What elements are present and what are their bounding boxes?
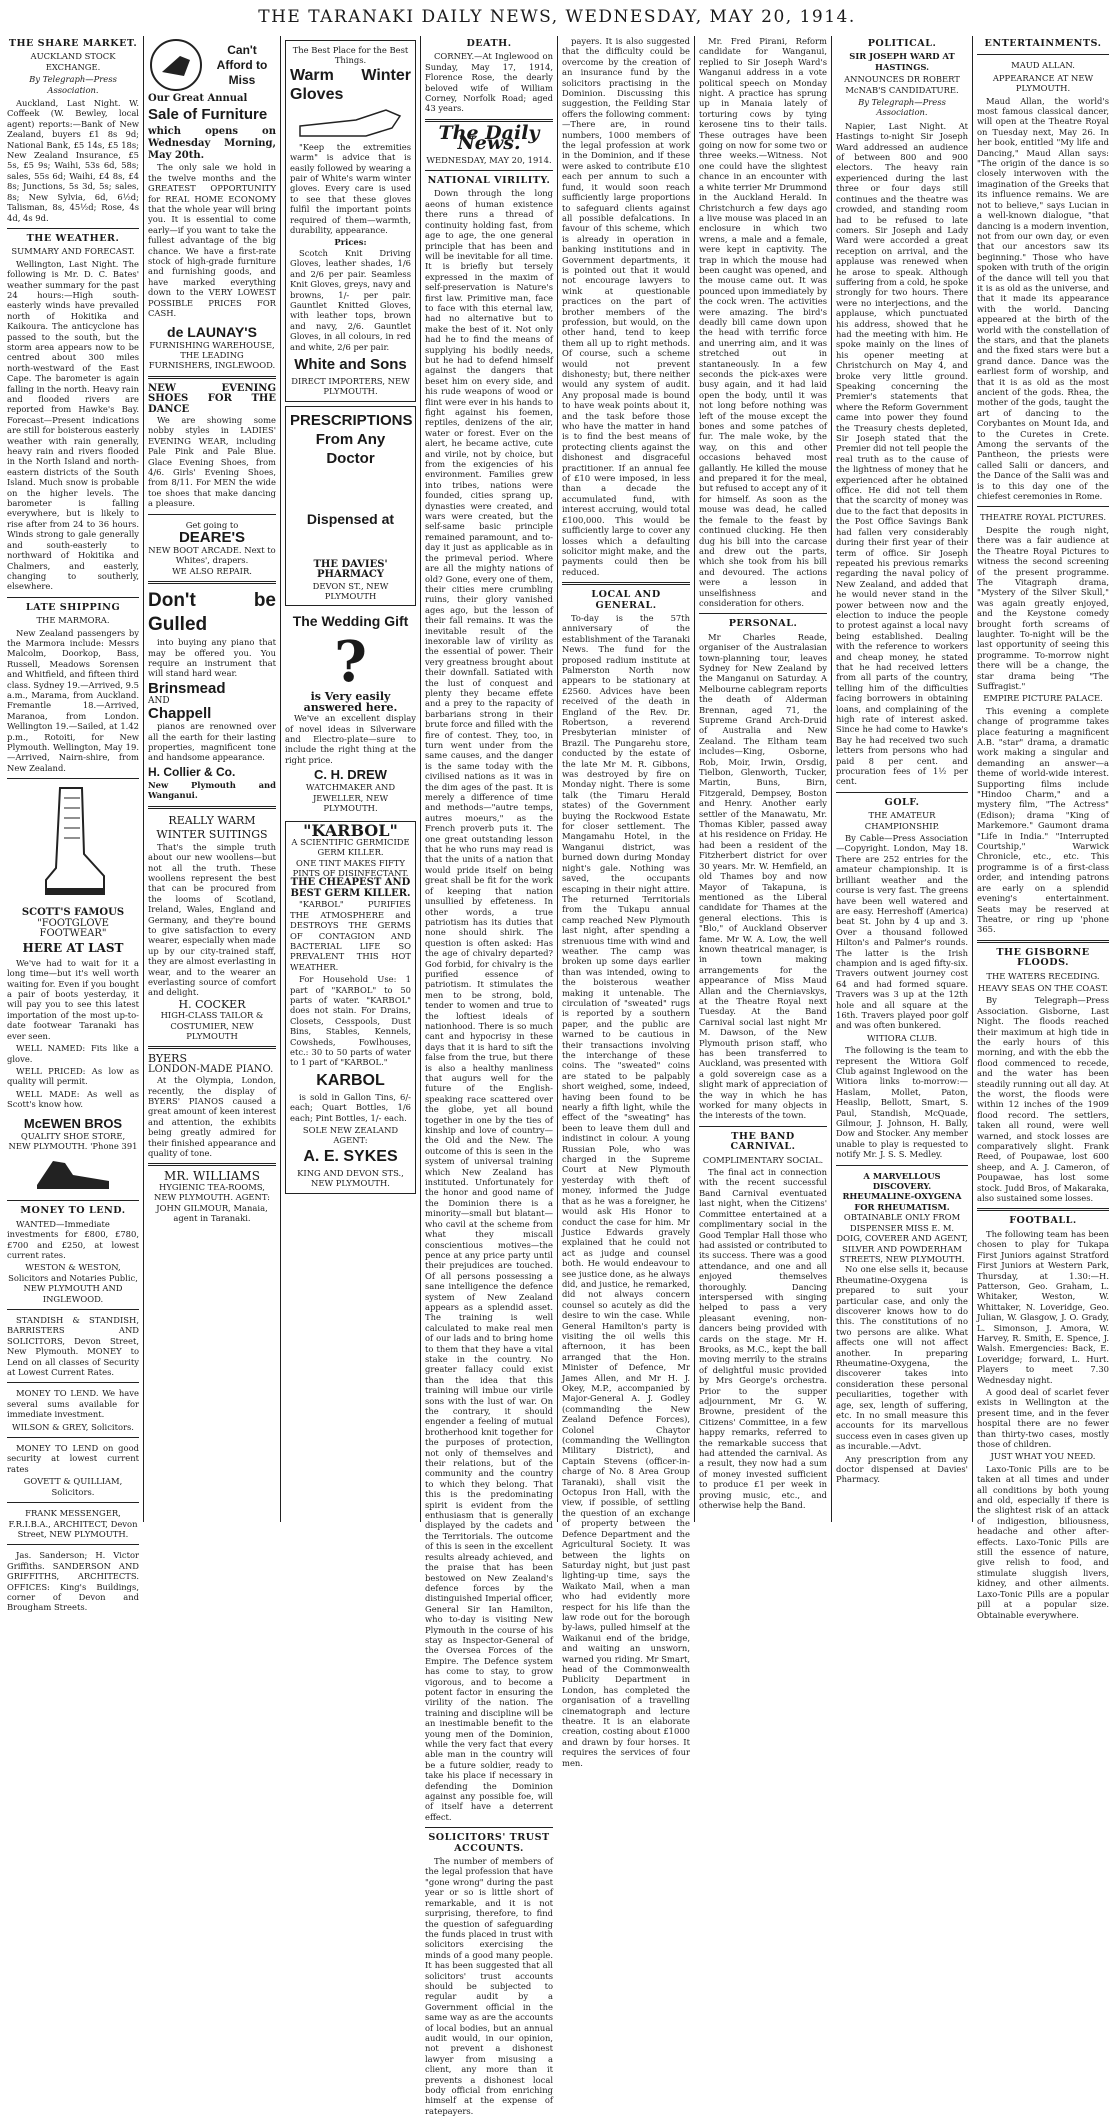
divider — [7, 228, 139, 229]
golf-text: By Cable—Press Association—Copyright. London, May 18. There are 252 entries for the amateur championship. It is brilliant weather and the course is very fast. The greens have been well watered and are easy. Herreshoff (America) beat St. John by 4 up and 3. Over a thousand followed Hilton's and Palmer's rounds. The latter is the Irish champion and is aged fifty-six. Travers outwent journey cost 64 and had formed square. Travers was 3 up at the 12th hole and all square at the 16th. Travers played poor golf and was often bunkered. — [836, 833, 968, 1031]
karbol-use: For Household Use: 1 part of "KARBOL" to 50 parts of water. "KARBOL" does not stain. For Drains, Closets, Cesspools, Dust Bins, Stables, Kennels, Cowsheds, Fowlhouses, etc.: 30 to 50 parts of water to 1 part of "KARBOL." — [290, 974, 411, 1068]
scarlet-fever-text: A good deal of scarlet fever exists in Wellington at the present time, and in the fever hospital there are no fewer than thirty-two cases, mostly those of children. — [977, 1386, 1109, 1449]
sale-opens: which opens on Wednesday Morning, May 20th. — [148, 126, 276, 162]
scott-well-named: WELL NAMED: Fits like a glove. — [7, 1043, 139, 1064]
divider — [7, 1382, 139, 1383]
dont-be-gulled: Don't be Gulled — [148, 590, 276, 636]
white-sons-sub: DIRECT IMPORTERS, NEW PLYMOUTH. — [291, 375, 410, 397]
really-warm: REALLY WARM WINTER SUITINGS — [156, 813, 268, 841]
column-7 — [833, 36, 971, 1524]
weather-report: Wellington, Last Night. The following is Mr. D. C. Bates' weather summary for the past 24 hours:—High south-easterly winds have prevailed north of Hokitika and Kaikoura. The anticyclone has passed to the south, but the storm area appears now to be centred about 300 miles north-westward of the East Cape. The barometer is again falling in the north. Heavy rain and flooded rivers are reported from Hawke's Bay. Forecast—Present indications are still for boisterous easterly weather with rain generally, heavy rain and rivers flooded in the North Island and north-eastern districts of the South Island. Much snow is probable on the higher levels. The barometer is falling everywhere, but is likely to rise after from 24 to 36 hours. Winds strong to gale generally and south-easterly to northward of Hokitika and Chalmers, and easterly, changing to southerly, elsewhere. — [7, 258, 139, 592]
masthead: THE TARANAKI DAILY NEWS, WEDNESDAY, MAY 20, 1914. — [258, 7, 856, 27]
heading-national-virility: NATIONAL VIRILITY. — [427, 175, 551, 187]
davies-note: Any prescription from any doctor dispensed at Davies' Pharmacy. — [836, 1453, 968, 1485]
warm-gloves: Warm Winter Gloves — [290, 66, 411, 103]
money-ad-3: MONEY TO LEND on good security at lowest current rates — [7, 1443, 139, 1474]
drew-sub: WATCHMAKER AND JEWELLER, NEW PLYMOUTH. — [305, 782, 396, 814]
sole-agent: SOLE NEW ZEALAND AGENT: — [302, 1125, 399, 1146]
byline: By Telegraph—Press Association. — [858, 97, 946, 118]
mcewen-sub: QUALITY SHOE STORE, — [20, 1130, 126, 1141]
heading-trust-accounts: SOLICITORS' TRUST ACCOUNTS. — [428, 1832, 550, 1854]
gloves-prices: Scotch Knit Driving Gloves, leather shades, 1/6 and 2/6 per pair. Seamless Knit Gloves, greys, navy and browns, 1/- per pair. Gauntlet Knitted Gloves, with leather tops, brown and navy, 2/6. Gauntlet Gloves, in all colours, in red and white, 2/6 per pair. — [290, 247, 412, 352]
heading-golf: GOLF. — [884, 796, 920, 808]
wedding-gift: The Wedding Gift — [292, 613, 409, 630]
money-heading: MONEY TO LEND. — [20, 1205, 126, 1217]
karbol-title: "KARBOL" — [303, 821, 398, 841]
piano-text: pianos are renowned over all the earth for their lasting properties, magnificent tone and handsome appearance. — [148, 721, 276, 763]
death-notice: CORNEY.—At Inglewood on Sunday, May 17, 1914, Florence Rose, the dearly beloved wife of William Corney, Norfolk Road; aged 43 years. — [425, 51, 553, 114]
prescriptions: PRESCRIPTIONS From Any Doctor — [290, 411, 413, 467]
sykes: A. E. SYKES — [303, 1147, 398, 1165]
trust-accounts-continued: payers. It is also suggested that the difficulty could be overcome by the creation of an insurance fund by the solicitors practising in the Dominion. Discussing this suggestion, the Feilding Star offers the following comment:—There are, in round numbers, 1000 members of the legal profession at work in the Dominion, and if these were asked to contribute £10 each per annum to such a fund, it would soon reach sufficiently large proportions to safeguard clients against all possible defalcations. In favour of this scheme, which is already in operation in banking institutions and in Government departments, it is pointed out that it would not encourage lawyers to wink at questionable practices on the part of brother members of the profession, but would, on the other hand, tend to keep them all up to right methods. Of course, such a scheme would not prevent dishonesty; but, there neither would any system of audit. Any proposal made is bound to have weak points about it, and the task before those who have the matter in hand is to find the best means of protecting clients against the dishonest and disgraceful practitioner. If an annual fee of £10 were imposed, in less than a decade the accumulated fund, with interest accruing, would total £100,000. This would be sufficiently large to cover any losses which a defaulting solicitor might make, and the payments could then be reduced. — [562, 36, 690, 577]
weston-ad: WESTON & WESTON, Solicitors and Notaries Public, NEW PLYMOUTH AND INGLEWOOD. — [8, 1262, 138, 1304]
divider — [7, 597, 139, 598]
scott-here: HERE AT LAST — [22, 941, 124, 956]
editorial-date: WEDNESDAY, MAY 20, 1914. — [426, 154, 552, 165]
white-and-sons: White and Sons — [294, 355, 407, 373]
laxo-tonic-text: Laxo-Tonic Pills are to be taken at all times and under all conditions by both young and old, especially if there is the slightest risk of an attack of indigestion, biliousness, headache and other after-effects. Laxo-Tonic Pills are still the essence of nature, give relish to food, and stimulate sluggish livers, kidney, and other ailments. Laxo-Tonic Pills are a popular pill at a popular size. Obtainable everywhere. — [977, 1463, 1109, 1620]
suit-text: That's the simple truth about our new woollens—but not all the truth. These woollens represent the best that can be procured from the looms of Scotland, Ireland, Wales, England and Germany, and they're bound to give satisfaction to every wearer, especially when made up by our city-trained staff, they are almost everlasting in wear, and to the wearer an everlasting source of comfort and delight. — [148, 841, 276, 998]
davies-sub: DEVON ST., NEW PLYMOUTH — [312, 580, 389, 601]
column-rule — [280, 36, 281, 1522]
london-piano: LONDON-MADE PIANO. — [148, 1063, 274, 1075]
column-2 — [145, 36, 279, 1524]
byers: BYERS — [148, 1052, 187, 1066]
karbol-sub: A SCIENTIFIC GERMICIDE GERM KILLER. — [291, 836, 410, 858]
football-text: The following team has been chosen to play for Tukapa First Juniors against Stratford First Juniors at Western Park, Thursday, at 1.30:—H. Patterson, Geo. Graham, L. Whitaker, Weston, W. Whittaker, N. Loveridge, Geo. Julian, W. Glasgow, J. O. Grady, L. Simonson, J. Amora, W. Harvey, R. Smith, E. Spence, J. Walsh. Emergencies: Back, E. Loveridge; forward, L. Hurt. Players to meet 7.30 Wednesday night. — [977, 1228, 1109, 1385]
wilson-ad: WILSON & GREY, Solicitors. — [12, 1421, 134, 1432]
heading-gisborne: THE GISBORNE FLOODS. — [996, 946, 1090, 969]
column-5 — [559, 36, 693, 1768]
heading-shipping: LATE SHIPPING — [25, 601, 121, 613]
gloves-intro: "Keep the extremities warm" is advice that is easily followed by wearing a pair of White's warm winter gloves. Every care is used to see that these gloves fulfil the important points required of them—warmth, durability, appearance. — [290, 141, 411, 236]
heading-personal: PERSONAL. — [728, 618, 798, 630]
scott-well-made: WELL MADE: As well as Scott's know how. — [7, 1088, 139, 1110]
money-text: WANTED—Immediate investments for £800, £780, £700 and £250, at lowest current rates. — [7, 1218, 139, 1260]
nameplate: The Daily News. — [438, 121, 540, 155]
column-4 — [422, 36, 556, 2116]
divider — [836, 792, 968, 793]
cocker-sub: HIGH-CLASS TAILOR & COSTUMIER, NEW PLYMOUTH — [160, 1010, 264, 1041]
gisborne-text: By Telegraph—Press Association. Gisborne, Last Night. The floods reached their maximum at high tide in the early hours of this morning, and with the ebb the flood commenced to recede, and the water has been steadily running out all day. At the worst, the floods were within 12 inches of the 1909 flood record. The settlers, taken all round, were well warned, and stock losses are comparatively slight. Frank Reed, of Poupawae, lost 600 sheep, and A. J. Cameron, of Poupawae, has lost some stock. Judd Bros, of Makaraka, also sustained some losses. — [977, 995, 1109, 1204]
column-rule — [420, 36, 421, 1522]
money-ad-2: MONEY TO LEND. We have several sums available for immediate investment. — [7, 1388, 139, 1420]
divider — [7, 1309, 139, 1310]
band-text: The final act in connection with the recent successful Band Carnival eventuated last night, when the Citizens' Committee entertained at a complimentary social in the Good Templar Hall those who had assisted or contributed to its success. There was a good attendance, and one and all enjoyed themselves thoroughly. Dancing interspersed with singing helped to pass a very pleasant evening, non-dancers being provided with cards on the stage. Mr H. Brooks, as M.C., kept the ball moving merrily to the strains of delightful music provided by Mrs George's orchestra. Prior to the supper adjournment, Mr G. W. Browne, president of the Citizens' Committee, in a few happy remarks, referred to the remarkable success that had attended the carnival. As a result, they now had a sum of money invested sufficient to produce £1 per week in proving music, etc., and otherwise help the Band. — [699, 1167, 827, 1511]
williams: MR. WILLIAMS — [164, 1169, 260, 1184]
marvel-heading: A MARVELLOUS DISCOVERY. RHEUMALINE-OXYGENA FOR RHEUMATISM. — [842, 1170, 962, 1212]
local-general-continued: Mr. Fred Pirani, Reform candidate for Wanganui, replied to Sir Joseph Ward's Wanganui address in a vote political speech on Monday night. A practice has sprung up in Manaia lately of torturing cows by tying kerosene tins to their tails. These outrages have been going on now for some two or three weeks.—Witness. Not one could have the slightest chance in an encounter with a white terrier Mr Drummond in the Auckland Herald. In Christchurch a few days ago a live mouse was placed in an enclosure in which two wrens, a male and a female, were kept in captivity. The trap in which the mouse had been caught was opened, and the mouse came out. It was pounced upon immediately by the cock wren. The activities were amazing. The bird's deadly bill came down upon the head with terrific force and unerring aim, and it was stretched out in stantaneously. In a few seconds the pick-axes were busy again, and it had laid open the body, until it was not long before nothing was left of the mouse except the bones and some patches of fur. The male woke, by the way, on this and other occasions behaved most gallantly. He killed the mouse and prepared it for the meal, but refused to accept any of it for himself. As soon as the mouse was dead, he called the female to the feast by continued clucking. He then dug his bill into the carcase and drew out the parts, which she took from his bill and devoured. The actions were a lesson in unselfishness and consideration for others. — [699, 36, 827, 608]
death-heading: DEATH. — [466, 38, 512, 49]
govett-ad: GOVETT & QUILLIAM, Solicitors. — [23, 1476, 123, 1497]
question-mark: ? — [334, 629, 367, 696]
byline: By Telegraph—Press Association. — [29, 74, 117, 95]
messenger-ad: FRANK MESSENGER, F.R.I.B.A., ARCHITECT, Devon Street, NEW PLYMOUTH. — [8, 1508, 138, 1539]
divider — [148, 1163, 276, 1166]
subheading-maud: APPEARANCE AT NEW PLYMOUTH. — [992, 72, 1094, 94]
divider — [7, 1544, 139, 1545]
shipping-report: New Zealand passengers by the Marmora include: Messrs Malcolm, Doorkop, Bass, Russell, Meadows Sorensen and Whitfield, and fifteen third class. Sydney 19.—Arrived, 9.5 a.m., Marama, from Auckland. Fremantle 18.—Arrived, Maranoa, from London. Wellington 19.—Sailed, at 1.42 p.m., Rotoiti, for New Plymouth. Wellington, May 19.—Arrived, Nairn-shire, from New Zealand. — [7, 627, 139, 773]
mcewen-address: NEW PLYMOUTH. 'Phone 391 — [8, 1140, 138, 1151]
dispensed-at: Dispensed at — [306, 510, 395, 527]
williams-sub: HYGIENIC TEA-ROOMS, NEW PLYMOUTH. AGENT: JOHN GILMOUR, Manaia, agent in Taranaki. — [154, 1181, 270, 1224]
heading-witiora: WITIORA CLUB. — [866, 1032, 938, 1043]
gulled-text: into buying any piano that may be offered you. You require an instrument that will stand hard wear. — [148, 637, 276, 679]
column-rule — [143, 36, 144, 1522]
easily-answered: is Very easily answered here. — [303, 690, 398, 714]
heading-entertainments: ENTERTAINMENTS. — [984, 38, 1102, 49]
scott-well-priced: WELL PRICED: As low as quality will permit. — [7, 1065, 139, 1087]
drew: C. H. DREW — [314, 767, 387, 783]
maud-text: Maud Allan, the world's most famous classical dancer, will open at the Theatre Royal on Tuesday next, May 26. In her book, entitled "My life and Dancing," Maud Allan says: "The origin of the dance is so closely interwoven with the imagination of the Greeks that its influence remains. We are not to believe," says Lucian in a well-known dialogue, "that dancing is a modern invention, not from our own day, or even that our ancestors saw its beginning." Those who have spoken with truth of the origin of the dance will tell you that it is as old as the universe, and that it made its appearance with the world. Dancing appeared at the birth of the world with the constellation of the stars, and that the planets and the fixed stars were but a grand dance. Dance was the earliest form of worship, and that it is as old as the most ancient of the gods. Rhea, the mother of the gods, taught the art of dancing to the Corybantes on Mount Ida, and to the Curetes in Crete. Among the servants of the Pantheon, the priests were called Salii or dancers, and the Dance of the Salii was and is to this day one of the chiefest ceremonies in Rome. — [977, 95, 1109, 502]
column-1 — [4, 36, 142, 1613]
evening-shoes: NEW EVENING SHOES FOR THE DANCE — [148, 382, 276, 415]
column-rule — [831, 36, 832, 1522]
deare-repair: WE ALSO REPAIR. — [172, 565, 252, 576]
heading-theatre-royal: THEATRE ROYAL PICTURES. — [979, 512, 1107, 523]
subheading-seas: HEAVY SEAS ON THE COAST. — [977, 982, 1109, 993]
heading-local-general: LOCAL AND GENERAL. — [591, 589, 661, 611]
marvel-sub: OBTAINABLE ONLY FROM DISPENSER MISS E. M. DOIG, COVERER AND AGENT, SILVER AND POWDERHAM STREETS, NEW PLYMOUTH. — [836, 1212, 968, 1264]
divider — [7, 1437, 139, 1438]
subheading-forecast: SUMMARY AND FORECAST. — [11, 246, 135, 257]
divider — [7, 1502, 139, 1503]
evening-text: We are showing some nobby styles in LADIES' EVENING WEAR, including Pale Pink and Pale Blue. Glace Evening Shoes, from 4/6. Girls' Evening Shoes, from 8/11. For MEN the wide toe shoes that make dancing a pleasure. — [148, 414, 276, 509]
delaunay: de LAUNAY'S — [167, 323, 257, 340]
column-rule — [972, 36, 973, 1522]
davies-pharmacy: THE DAVIES' PHARMACY — [313, 558, 388, 581]
subheading-waters: THE WATERS RECEDING. — [986, 970, 1100, 981]
divider — [836, 1165, 968, 1166]
divider — [148, 514, 276, 515]
karbol-sold: is sold in Gallon Tins, 6/- each; Quart Bottles, 1/6 each; Pint Bottles, 1/- each. — [290, 1091, 411, 1123]
get-going: Get going to — [185, 519, 239, 530]
share-report: Auckland, Last Night. W. Coffeek (W. Bewley, local agent) reports:—Bank of New Zealand, buyers £1 8s 9d; National Bank, £5 14s, £5 18s; New Zealand Insurance, £5 5s, £5 9s; Waihi, 53s 6d, 58s; sales, 55s 6d; Waihi, £4 8s, £4 8s; Junctions, 5s 3d, 5s; sales, 8s; New Sylvia, 6d, 6½d; Talisman, 8s, 45½d; Rose, 4s 4d, 4s 9d. — [7, 98, 139, 223]
column-6 — [696, 36, 830, 1524]
divider — [148, 1046, 276, 1049]
divider — [699, 1126, 827, 1127]
collier-sub: New Plymouth and Wanganui. — [148, 779, 276, 801]
delaunay-sub: FURNISHING WAREHOUSE, THE LEADING FURNISHERS, INGLEWOOD. — [148, 339, 276, 371]
subheading-ward: SIR JOSEPH WARD AT HASTINGS. — [849, 51, 955, 72]
subheading-band-social: COMPLIMENTARY SOCIAL. — [702, 1154, 824, 1165]
divider — [977, 940, 1109, 943]
local-general-text: To-day is the 57th anniversary of the establishment of the Taranaki News. The fund for the proposed radium institute at Palmerston North now appears to be stationary at £2560. Advices have been received of the death in England of the Rev. Dr. Robertson, a reverend Presbyterian minister of Brazil. The Pungarehu store, conducted by the estate of the late Mr M. R. Gibbons, was destroyed by fire on Monday night. There is some talk (the Timaru Herald states) of the Government buying the Rockwood Estate for closer settlement. The Mangamahu Hotel, in the Wanganui district, was burned down during Monday night's gale. Nothing was saved, the occupants escaping in their night attire. The returned Territorials from the Tukapu annual camp reached New Plymouth last night, after spending a strenuous time with wind and weather. The camp was broken up some days earlier than was intended, owing to the boisterous weather making it untenable. The circulation of "sweated" rugs is reported by a southern paper, and the public are warned to be cautious in their transactions involving the interchange of these coins. The "sweated" coins are stated to be palpably short weighed, some, indeed, having been found to be nearly a fifth light, while the effect of the "sweating" has been to leave them dull and indistinct in colour. A young Russian Pole, who was charged in the Supreme Court at New Plymouth yesterday with theft of money, informed the Judge that as he was a foreigner, he would ask His Honor to conduct the case for him. Mr Justice Edwards gravely explained that he could not act as judge and counsel both. He would endeavour to see justice done, as he always did, and justice, he remarked, did not always concern counsel so acutely as did the desire to win the case. While General Hamilton's party is visiting the oil wells this afternoon, it has been arranged that the Hon. Minister of Defence, Mr James Allen, and Mr H. J. Okey, M.P., accompanied by Major-General A. J. Godley (commanding the New Zealand Defence Forces), Colonel Chaytor (commanding the Wellington Military District), and Captain Stevens (officer-in-charge of No. 8 Area Group Taranaki), shall visit the Octopus Iron Hall, with the view, if possible, of settling the question of an exchange of property between the Defence Department and the Agricultural Society. It was between the lights on Saturday night, but just past lighting-up time, says the Waikato Mail, when a man who had evidently more respect for his life than the law rode out for the borough by-laws, pulled himself at the Waikanui end of the bridge, and waiting an unsworn, warned you riding. Mr Smart, head of the Commonwealth Publicity Department in London, has completed the organisation of a travelling cinematograph and lecture theatre. It is an elaborate creation, costing about £1000 and drawn by four horses. It requires the services of four men. — [562, 612, 690, 1768]
divider — [148, 581, 276, 584]
editorial-trust-accounts: The number of members of the legal profession that have "gone wrong" during the past year or so is little short of remarkable, and it is not surprising, therefore, to find the question of safeguarding the funds placed in trust with solicitors exercising the minds of a good many people. It has been suggested that all solicitors' trust accounts should be subjected to regular audit by a Government official in the same way as are the accounts of local bodies, but an annual audit would, in our opinion, not prevent a dishonest lawyer from misusing a client, any more than it prevents a dishonest local body official from enriching himself at the expense of ratepayers. — [425, 1856, 553, 2116]
byers-text: At the Olympia, London, recently, the display of BYERS' PIANOS caused a great amount of keen interest and attention, the exhibits being greatly admired for their finished appearance and quality of tone. — [148, 1075, 276, 1159]
collier: H. Collier & Co. — [148, 764, 236, 779]
spacer — [290, 468, 411, 508]
personal-text: Mr Charles Reade, organiser of the Australasian town-planning tour, leaves Sydney for New Zealand by the Manganui on Saturday. A Melbourne cablegram reports the death of Alderman Brennan, aged 71, the Supreme Grand Arch-Druid of Australia and New Zealand. The Eltham team includes—King, Osborne, Rob, Moir, Irwin, Orsdig, Tielbon, Glenworth, Tucker, Martin, Buns, Birn, Fitzgerald, Dempsey, Boston and Henry. Another early settler of the Manawatu, Mr. Thomas Kibler, passed away at his residence on Friday. He had been a resident of the Fitzherbert district for over 30 years. Mr. W. Hemfield, an old Thames boy and now Mayor of Takapuna, is mentioned as the Liberal candidate for Thames at the general elections. This is "Blo," of Auckland Observer fame. Mr W. A. Low, the well known theatrical manager, is in town making arrangements for the appearance of Miss Maud Allan and the Cherniavskys, at the Theatre Royal next Tuesday. At the Band Carnival social last night Mr M. Dawson, of the New Plymouth prison staff, who has been transferred to Auckland, was presented with a gold sovereign case as a slight mark of appreciation of the way in which he has worked for many objects in the interests of the town. — [699, 631, 828, 1121]
mcewen-title: McEWEN BROS — [23, 1115, 123, 1131]
column-3 — [282, 36, 419, 1524]
standish-ad: STANDISH & STANDISH, BARRISTERS AND SOLICITORS, Devon Street, New Plymouth. MONEY to Lend on all classes of Security at Lowest Current Rates. — [7, 1315, 139, 1378]
and-text: AND — [148, 695, 170, 706]
boot-illustration — [38, 784, 108, 904]
scott-text: We've had to wait for it a long time—but it's well worth waiting for. Even if you bought a pair of boots yesterday, it will pay you to see this latest importation of the most up-to-date footwear Taranaki has ever seen. — [7, 957, 139, 1041]
column-8 — [974, 36, 1112, 1620]
scott-subtitle: "FOOTGLOVE FOOTWEAR" — [37, 917, 109, 940]
subheading-amateur: THE AMATEUR CHAMPIONSHIP. — [864, 810, 940, 831]
heading-just-what: JUST WHAT YOU NEED. — [990, 1451, 1096, 1462]
divider — [148, 376, 276, 379]
cocker: H. COCKER — [178, 997, 246, 1011]
pointing-hand-icon — [148, 36, 204, 94]
heading-maud-allan: MAUD ALLAN. — [1011, 60, 1075, 71]
karbol-text-2: "KARBOL" PURIFIES THE ATMOSPHERE and DESTROYS THE GERMS OF CONTAGION AND BACTERIAL LIFE SO PREVALENT THIS HOT WEATHER. — [290, 899, 411, 972]
marvel-text: No one else sells it, because Rheumatine-Oxygena is prepared to suit your particular case, and only the discoverer knows how to do this. The constitutions of no two persons are alike. What affects one will not affect another. In preparing Rheumatine-Oxygena, the discoverer takes into consideration these personal peculiarities, together with age, sex, length of suffering, etc. In no small measure this accounts for its marvellous success even in cases given up as incurable.—Advt. — [836, 1264, 968, 1452]
glove-illustration — [296, 106, 406, 140]
sanderson-ad: Jas. Sanderson; H. Victor Griffiths. SANDERSON AND GRIFFITHS, ARCHITECTS. OFFICES: King's Buildings, corner of Devon and Brougham Streets. — [7, 1550, 139, 1613]
karbol-2: KARBOL — [316, 1071, 385, 1089]
spacer — [290, 530, 411, 560]
heading-political: POLITICAL. — [867, 38, 937, 49]
subheading-stock-exchange: AUCKLAND STOCK EXCHANGE. — [30, 51, 116, 72]
prices-label: Prices: — [334, 237, 367, 248]
editorial-virility: Down through the long aeons of human existence there runs a thread of continuity holding fast, from age to age, the one general principle that has been and will be inevitable for all time. It is briefly but tersely expressed in the maxim of self-preservation is Nature's first law. Primitive man, face to face with this eternal law, had no alternative but to make the best of it. Not only had he to find the means of supplying his bodily needs, but he had to defend himself against the dangers that beset him on every side, and his rude weapons of wood or flint were ever in his hands to fight against his foemen, reptiles, denizens of the air, water or forest. Ever on the alert, he became active, cute and virile, not by choice, but from the exigencies of his environment. Families grew into tribes, nations were founded, cities sprang up, dynasties were created, and wars were created, but the self-same basic principle remained paramount, and to-day it just as applicable as in the primeval period. Where are all the mighty nations of old? Gone, every one of them, their cities mere crumbling ruins, their glory vanished ages ago, but the lesson of their fall remains. It was the inevitable result of the inexorable law of virility as the essential of power. Their very greatness brought about their downfall. Satiated with the lust of conquest and plenty they became effete and a prey to the rapacity of barbarians strong in their brute force and filled with the fire of contest. They, too, in turn went under from the same causes, and the danger is the same today with the civilised nations as it was in the dim ages of the past. It is merely a difference of time and methods—"autre temps, autres moeurs," as the French proverb puts it. The one great outstanding lesson that he who runs may read is that the units of a nation that would pride itself on being great shall be fit for the work of keeping that nation unsullied by effeteness. In other words, a true patriotism has its duties that none should shirk. The question is often asked: Has the age of chivalry departed? God forbid, for chivalry is the purified essence of patriotism. It stimulates the men to be strong, bold, tender to women and true to the loftiest ideals of nationhood. There is so much cant and hypocrisy in these days that it is hard to sift the false from the true, but there is also a healthy manliness that augurs well for the future of the English-speaking race scattered over the globe, yet all bound together in one by the ties of kinship and love of country—the Old and the New. The outcome of this is seen in the system of universal training which New Zealand has instituted. Unfortunately for the honor and good name of the Dominion there is a minority—small but blatant—who cavil at the scheme from what they miscall conscientious motives—the pence at any price party until their prejudices are touched. Of all persons possessing a sane intelligence the defence system of New Zealand appears as a splendid asset. The training is well calculated to make real men of our lads and to bring home to them that they have a vital stake in the country. No greater fallacy could exist than the idea that this training will imbue our virile sons with the lust of war. On the contrary, it should engender a feeling of mutual brotherhood knit together for the purposes of protection, not only of themselves and their relations, but of the community and the country to which they belong. That this is the predominating spirit is evident from the enthusiasm that is generally displayed by the cadets and the Territorials. The outcome of this is seen in the excellent results already achieved, and the praise that has been bestowed on New Zealand's defence forces by the distinguished Imperial officer, General Sir Ian Hamilton, who to-day is visiting New Plymouth in the course of his stay as Inspector-General of the Oversea Forces of the Empire. The Defence system has come to stay, to grow vigorous, and to become a potent factor in ensuring the virility of the nation. The training and discipline will be an inestimable benefit to the young men of the Dominion, while the very fact that every able man in the country will be a future soldier, ready to take his place if necessary in defending the Dominion against any possible foe, will of itself have a deterrent effect. — [425, 188, 553, 1822]
column-rule — [557, 36, 558, 1522]
ward-text: Napier, Last Night. At Hastings to-night Sir Joseph Ward addressed an audience of between 800 and 900 electors. The heavy rain experienced during the last three or four days still continues and the theatre was crowded, and standing room had to be refused to late comers. Sir Joseph and Lady Ward were accorded a great reception on arrival, and the applause was renewed when he arose to speak. Although suffering from a cold, he spoke strongly for two hours. There were no interjections, and the applause, which punctuated his address, showed that he had the meeting with him. He spoke mainly on the lines of his opener meeting at Christchurch on May 4, and broke very little ground. Speaking concerning the Premier's statements that where the Reform Government came into power they found the Treasury chests depleted, Sir Joseph stated that the Premier did not tell people the real truth as to the cause of the lightness of money that he experienced after he obtained office. He did not tell them that the scarcity of money was due to the fact that deposits in the Post Office Savings Bank had fallen very considerably during their first year of their term of office. Sir Joseph repeated his previous remarks regarding the naval policy of New Zealand, and added that he would never stand in the power between now and the election to induce the people to protest against a local navy being established. Dealing with the reference to workers and cheap money, he stated that he had received letters from all parts of the country, telling him of the difficulties facing borrowers in obtaining loans, and complaining of the high rate of interest asked. Since he had come to Hawke's Bay he had received two such letters from persons who had paid 8 per cent. and procuration fees of 1½ per cent. — [836, 120, 969, 787]
great-annual: Our Great Annual — [148, 93, 248, 104]
best-place: The Best Place for the Best Things. — [292, 45, 409, 66]
heading-empire: EMPIRE PICTURE PALACE. — [983, 693, 1103, 704]
divider — [425, 1827, 553, 1828]
divider — [977, 1208, 1109, 1211]
heading-weather: THE WEATHER. — [26, 232, 120, 244]
heading-band-carnival: THE BAND CARNIVAL. — [730, 1130, 796, 1153]
divider — [977, 506, 1109, 507]
divider — [699, 613, 827, 614]
cant-afford: Can't Afford to Miss — [216, 42, 268, 87]
brinsmead: Brinsmead — [148, 679, 226, 697]
subheading-marmora: THE MARMORA. — [36, 615, 110, 626]
witiora-text: The following is the team to represent the Witiora Golf Club against Inglewood on the Witiora links to-morrow:—Haslam, Mollet, Paton, Heaslip, Bellott, Smart, S. Paul, Standish, McQuade, Gilmour, J. Johnson, H. Bally, Dow and Stocker. Any member unable to play is requested to notify Mr. J. S. S. Medley. — [836, 1045, 968, 1160]
scott-title: SCOTT'S FAMOUS — [21, 907, 125, 919]
column-rule — [694, 36, 695, 1522]
deare-sub: NEW BOOT ARCADE. Next to Whites', drapers. — [148, 545, 276, 566]
sale-furniture: Sale of Furniture — [148, 106, 268, 124]
sale-text: The only sale we hold in the twelve months and the GREATEST OPPORTUNITY for REAL HOME ECONOMY that the whole year will bring you. It is essential to come early—if you want to take the fullest advantage of the big chance. We have a first-rate stock of high-grade furniture and furnishing goods, and have marked everything down to the VERY LOWEST POSSIBLE PRICES FOR CASH. — [148, 162, 276, 319]
chappell: Chappell — [148, 705, 212, 723]
karbol-text: ONE TINT MAKES FIFTY PINTS OF DISINFECTANT. — [292, 857, 409, 879]
deare: DEARE'S — [178, 529, 246, 546]
karbol-cheapest: THE CHEAPEST AND BEST GERM KILLER. — [290, 877, 411, 899]
shoe-illustration — [33, 1155, 113, 1195]
divider — [148, 806, 276, 809]
heading-share-market: THE SHARE MARKET. — [8, 38, 138, 49]
divider — [977, 54, 1109, 55]
divider — [425, 170, 553, 171]
subheading-mcnab: ANNOUNCES DR ROBERT McNAB'S CANDIDATURE. — [844, 74, 960, 95]
wedding-text: We've an excellent display of novel ideas in Silverware and Electro-plate—sure to include the right thing at the right price. — [285, 713, 416, 765]
heading-football: FOOTBALL. — [1009, 1215, 1077, 1227]
sykes-sub: KING AND DEVON STS., NEW PLYMOUTH. — [297, 1167, 404, 1189]
divider — [7, 1200, 139, 1201]
empire-text: This evening a complete change of programme takes place featuring a magnificent A.B. "star" drama, a dramatic work making a singular and demanding an answer—a theme of world-wide interest. Supporting films include "Hindoo Charm," and a mystery film, "The Actress" (Edison); drama "King of Markemore." Gaumont drama "Life in India." "Interrupted Courtship," Warwick Chronicle, etc., etc. This programme is of a first-class order, and intending patrons are early on a splendid evening's entertainment. Seats may be reserved at Theatre, or ring up 'phone 365. — [977, 705, 1109, 935]
divider — [7, 778, 139, 779]
royal-text: Despite the rough night, there was a fair audience at the Theatre Royal Pictures to witness the second screening of the present programme. The Vitagraph drama, "Mystery of the Silver Skull," was again greatly enjoyed, and the Keystone comedy brought forth screams of laughter. To-night will be the last opportunity of seeing this programme. To-morrow night there will be a change, the star drama being "The Suffragist." — [977, 524, 1109, 691]
divider — [562, 582, 690, 585]
